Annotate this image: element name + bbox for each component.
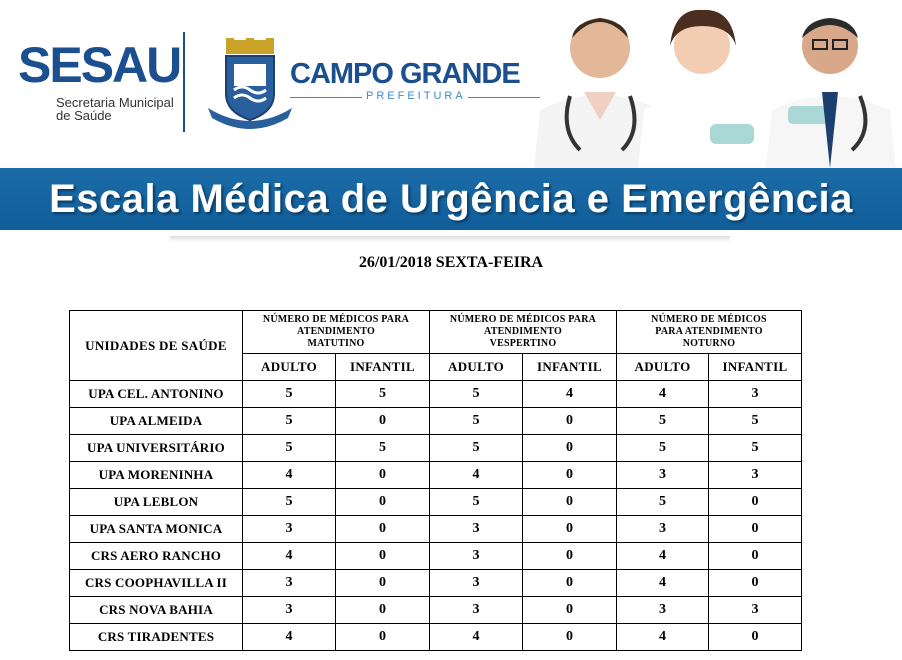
count-adult-night: 5 (617, 435, 709, 462)
count-adult-morning: 5 (243, 408, 336, 435)
count-adult-afternoon: 3 (430, 516, 523, 543)
count-child-night: 3 (709, 462, 802, 489)
group-header-line: VESPERTINO (489, 338, 557, 349)
count-adult-morning: 3 (243, 516, 336, 543)
table-row (70, 435, 802, 462)
count-adult-afternoon: 3 (430, 543, 523, 570)
sesau-subtitle-line1: Secretaria Municipal (56, 95, 174, 110)
city-subtitle: PREFEITURA (366, 90, 466, 102)
count-child-night: 5 (709, 408, 802, 435)
table-row (70, 489, 802, 516)
banner-shadow (170, 236, 730, 242)
count-adult-night: 4 (617, 624, 709, 651)
schedule-table (69, 310, 802, 651)
count-child-afternoon: 0 (523, 570, 617, 597)
count-child-night: 0 (709, 516, 802, 543)
count-child-night: 0 (709, 489, 802, 516)
table-header-row (70, 311, 802, 354)
group-header-line: NÚMERO DE MÉDICOS PARA (262, 314, 410, 325)
count-adult-afternoon: 5 (430, 381, 523, 408)
count-child-morning: 0 (336, 462, 430, 489)
table-row (70, 516, 802, 543)
count-adult-afternoon: 5 (430, 435, 523, 462)
count-child-morning: 0 (336, 408, 430, 435)
sesau-subtitle (56, 96, 174, 122)
group-header-morning (243, 311, 430, 354)
count-child-morning: 0 (336, 489, 430, 516)
count-child-night: 3 (709, 381, 802, 408)
doctors-photo (530, 0, 902, 168)
table-row (70, 597, 802, 624)
count-child-afternoon: 0 (523, 516, 617, 543)
count-child-afternoon: 0 (523, 489, 617, 516)
count-adult-night: 4 (617, 570, 709, 597)
group-header-line: NOTURNO (682, 338, 736, 349)
subheader-adult: ADULTO (243, 354, 336, 381)
unit-name: CRS COOPHAVILLA II (70, 570, 243, 597)
unit-name: CRS TIRADENTES (70, 624, 243, 651)
count-adult-night: 4 (617, 381, 709, 408)
unit-name: UPA CEL. ANTONINO (70, 381, 243, 408)
group-header-line: ATENDIMENTO (297, 326, 375, 337)
group-header-afternoon (430, 311, 617, 354)
group-header-line: NÚMERO DE MÉDICOS (651, 314, 767, 325)
count-adult-morning: 3 (243, 570, 336, 597)
page-title: Escala Médica de Urgência e Emergência (49, 177, 853, 221)
count-adult-night: 3 (617, 597, 709, 624)
table-row (70, 381, 802, 408)
count-child-morning: 0 (336, 516, 430, 543)
count-child-morning: 0 (336, 597, 430, 624)
subheader-child: INFANTIL (709, 354, 802, 381)
count-child-night: 0 (709, 624, 802, 651)
count-adult-afternoon: 5 (430, 489, 523, 516)
city-seal-icon (204, 38, 296, 130)
unit-name: UPA MORENINHA (70, 462, 243, 489)
count-child-afternoon: 0 (523, 597, 617, 624)
count-adult-morning: 5 (243, 435, 336, 462)
count-child-night: 5 (709, 435, 802, 462)
count-adult-night: 5 (617, 489, 709, 516)
count-child-morning: 5 (336, 381, 430, 408)
unit-name: UPA SANTA MONICA (70, 516, 243, 543)
group-header-line: MATUTINO (307, 338, 365, 349)
count-child-afternoon: 4 (523, 381, 617, 408)
count-child-night: 0 (709, 543, 802, 570)
subheader-child: INFANTIL (523, 354, 617, 381)
unit-column-header: UNIDADES DE SAÚDE (70, 311, 243, 381)
count-adult-afternoon: 4 (430, 462, 523, 489)
table-row (70, 408, 802, 435)
count-child-night: 3 (709, 597, 802, 624)
count-child-morning: 0 (336, 543, 430, 570)
unit-name: UPA UNIVERSITÁRIO (70, 435, 243, 462)
count-child-morning: 0 (336, 570, 430, 597)
count-child-morning: 0 (336, 624, 430, 651)
schedule-date: 26/01/2018 SEXTA-FEIRA (358, 254, 544, 271)
count-adult-morning: 4 (243, 543, 336, 570)
count-adult-afternoon: 3 (430, 570, 523, 597)
count-adult-night: 3 (617, 462, 709, 489)
count-child-afternoon: 0 (523, 408, 617, 435)
count-adult-night: 3 (617, 516, 709, 543)
table-row (70, 462, 802, 489)
count-child-afternoon: 0 (523, 624, 617, 651)
count-adult-morning: 4 (243, 462, 336, 489)
logo-divider (183, 32, 185, 132)
count-adult-afternoon: 4 (430, 624, 523, 651)
city-name: CAMPO GRANDE (290, 58, 520, 90)
city-rule-left (290, 97, 362, 98)
count-adult-morning: 5 (243, 489, 336, 516)
subheader-adult: ADULTO (617, 354, 709, 381)
count-adult-afternoon: 3 (430, 597, 523, 624)
count-adult-morning: 3 (243, 597, 336, 624)
group-header-line: NÚMERO DE MÉDICOS PARA (449, 314, 597, 325)
unit-name: CRS AERO RANCHO (70, 543, 243, 570)
count-child-afternoon: 0 (523, 543, 617, 570)
sesau-logo: SESAU (18, 37, 181, 93)
count-child-morning: 5 (336, 435, 430, 462)
unit-name: CRS NOVA BAHIA (70, 597, 243, 624)
group-header-night (617, 311, 802, 354)
count-adult-morning: 5 (243, 381, 336, 408)
subheader-child: INFANTIL (336, 354, 430, 381)
count-child-night: 0 (709, 570, 802, 597)
subheader-adult: ADULTO (430, 354, 523, 381)
count-adult-night: 5 (617, 408, 709, 435)
group-header-line: ATENDIMENTO (484, 326, 562, 337)
table-row (70, 624, 802, 651)
group-header-line: PARA ATENDIMENTO (655, 326, 763, 337)
page-header (0, 0, 902, 168)
count-adult-morning: 4 (243, 624, 336, 651)
unit-name: UPA LEBLON (70, 489, 243, 516)
unit-name: UPA ALMEIDA (70, 408, 243, 435)
table-row (70, 570, 802, 597)
count-child-afternoon: 0 (523, 435, 617, 462)
count-child-afternoon: 0 (523, 462, 617, 489)
count-adult-night: 4 (617, 543, 709, 570)
count-adult-afternoon: 5 (430, 408, 523, 435)
sesau-subtitle-line2: de Saúde (56, 108, 112, 123)
table-row (70, 543, 802, 570)
